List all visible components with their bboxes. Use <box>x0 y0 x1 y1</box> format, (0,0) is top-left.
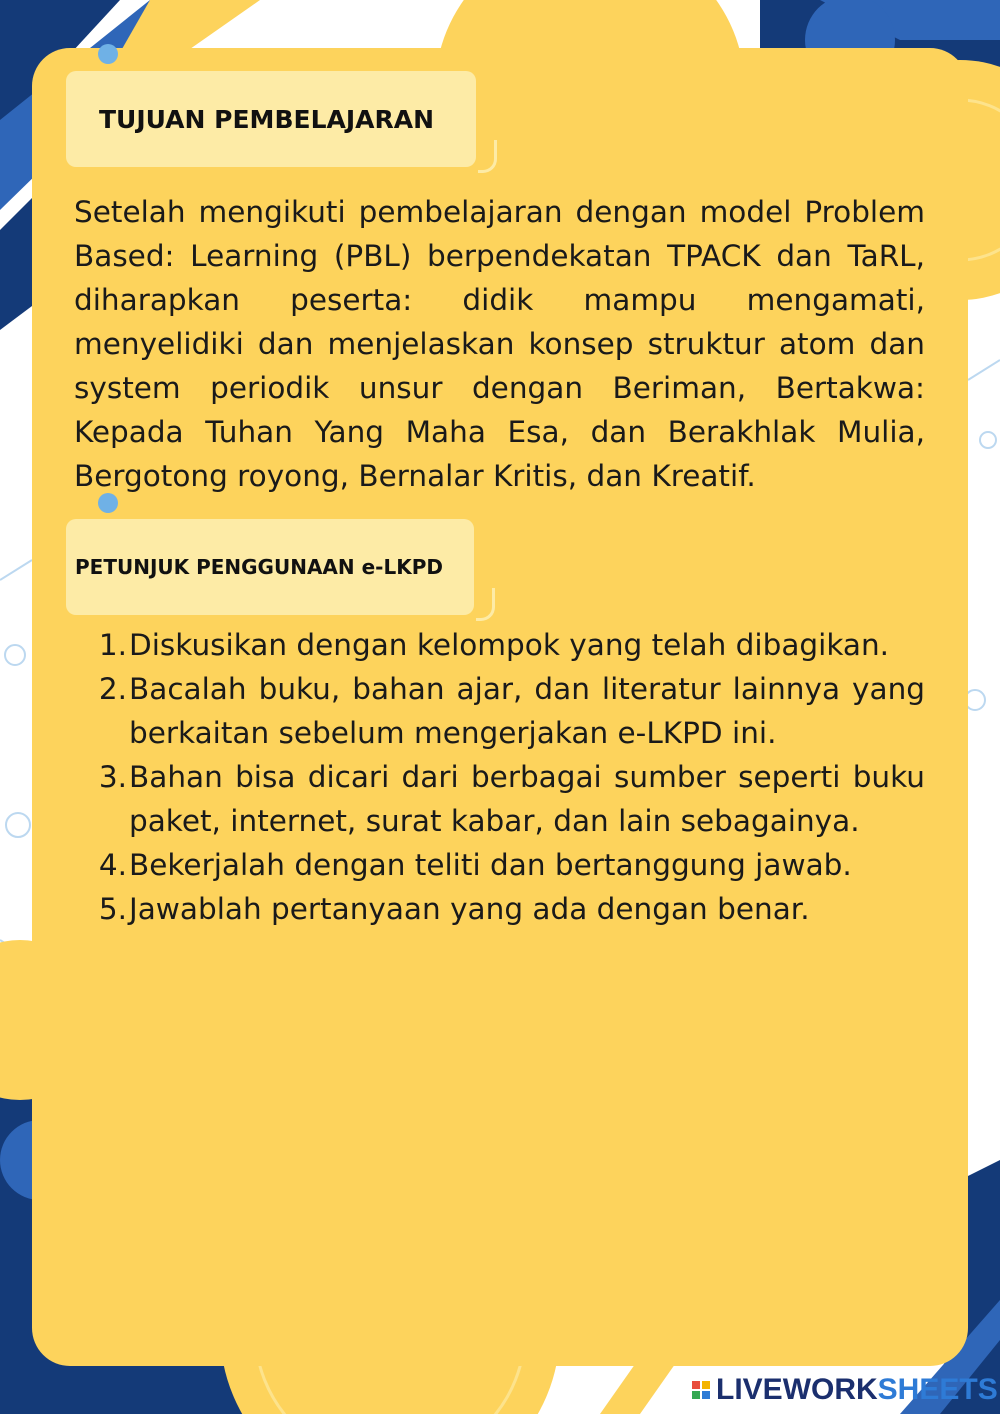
accent-dot <box>98 44 118 64</box>
list-item-number: 3. <box>98 760 127 794</box>
petunjuk-heading: PETUNJUK PENGGUNAAN e-LKPD <box>75 555 443 579</box>
list-item-text: Bekerjalah dengan teliti dan bertanggung jawab. <box>129 848 852 882</box>
list-item-text: Bacalah buku, bahan ajar, dan literatur lainnya yang berkaitan sebelum mengerjakan e-LKPD ini. <box>129 672 925 750</box>
list-item-number: 4. <box>98 848 127 882</box>
petunjuk-list <box>74 623 925 931</box>
tujuan-heading-box <box>66 71 476 167</box>
watermark-word-live: LIVE <box>716 1373 783 1406</box>
list-item-number: 5. <box>98 892 127 926</box>
tujuan-heading: TUJUAN PEMBELAJARAN <box>99 104 435 134</box>
list-item <box>74 667 925 755</box>
liveworksheets-watermark[interactable] <box>692 1374 998 1406</box>
watermark-word-work: WORK <box>782 1373 878 1406</box>
list-item-number: 2. <box>98 672 127 706</box>
list-item-text: Diskusikan dengan kelompok yang telah dibagikan. <box>129 628 890 662</box>
watermark-word-sheets: SHEETS <box>877 1373 998 1406</box>
list-item-text: Bahan bisa dicari dari berbagai sumber seperti buku paket, internet, surat kabar, dan lain sebagainya. <box>129 760 925 838</box>
list-item-number: 1. <box>98 628 127 662</box>
list-item-text: Jawablah pertanyaan yang ada dengan benar. <box>129 892 810 926</box>
list-item <box>74 623 925 667</box>
liveworksheets-logo-icon <box>692 1381 710 1399</box>
list-item <box>74 755 925 843</box>
tujuan-body-text: Setelah mengikuti pembelajaran dengan model Problem Based: Learning (PBL) berpendekatan TPACK dan TaRL, diharapkan peserta: didik mampu mengamati, menyelidiki dan menjelaskan konsep struktur atom dan system periodik unsur dengan Beriman, Bertakwa: Kepada Tuhan Yang Maha Esa, dan Berakhlak Mulia, Bergotong royong, Bernalar Kritis, dan Kreatif. <box>74 195 925 493</box>
petunjuk-heading-box <box>66 519 474 615</box>
list-item <box>74 887 925 931</box>
list-item <box>74 843 925 887</box>
